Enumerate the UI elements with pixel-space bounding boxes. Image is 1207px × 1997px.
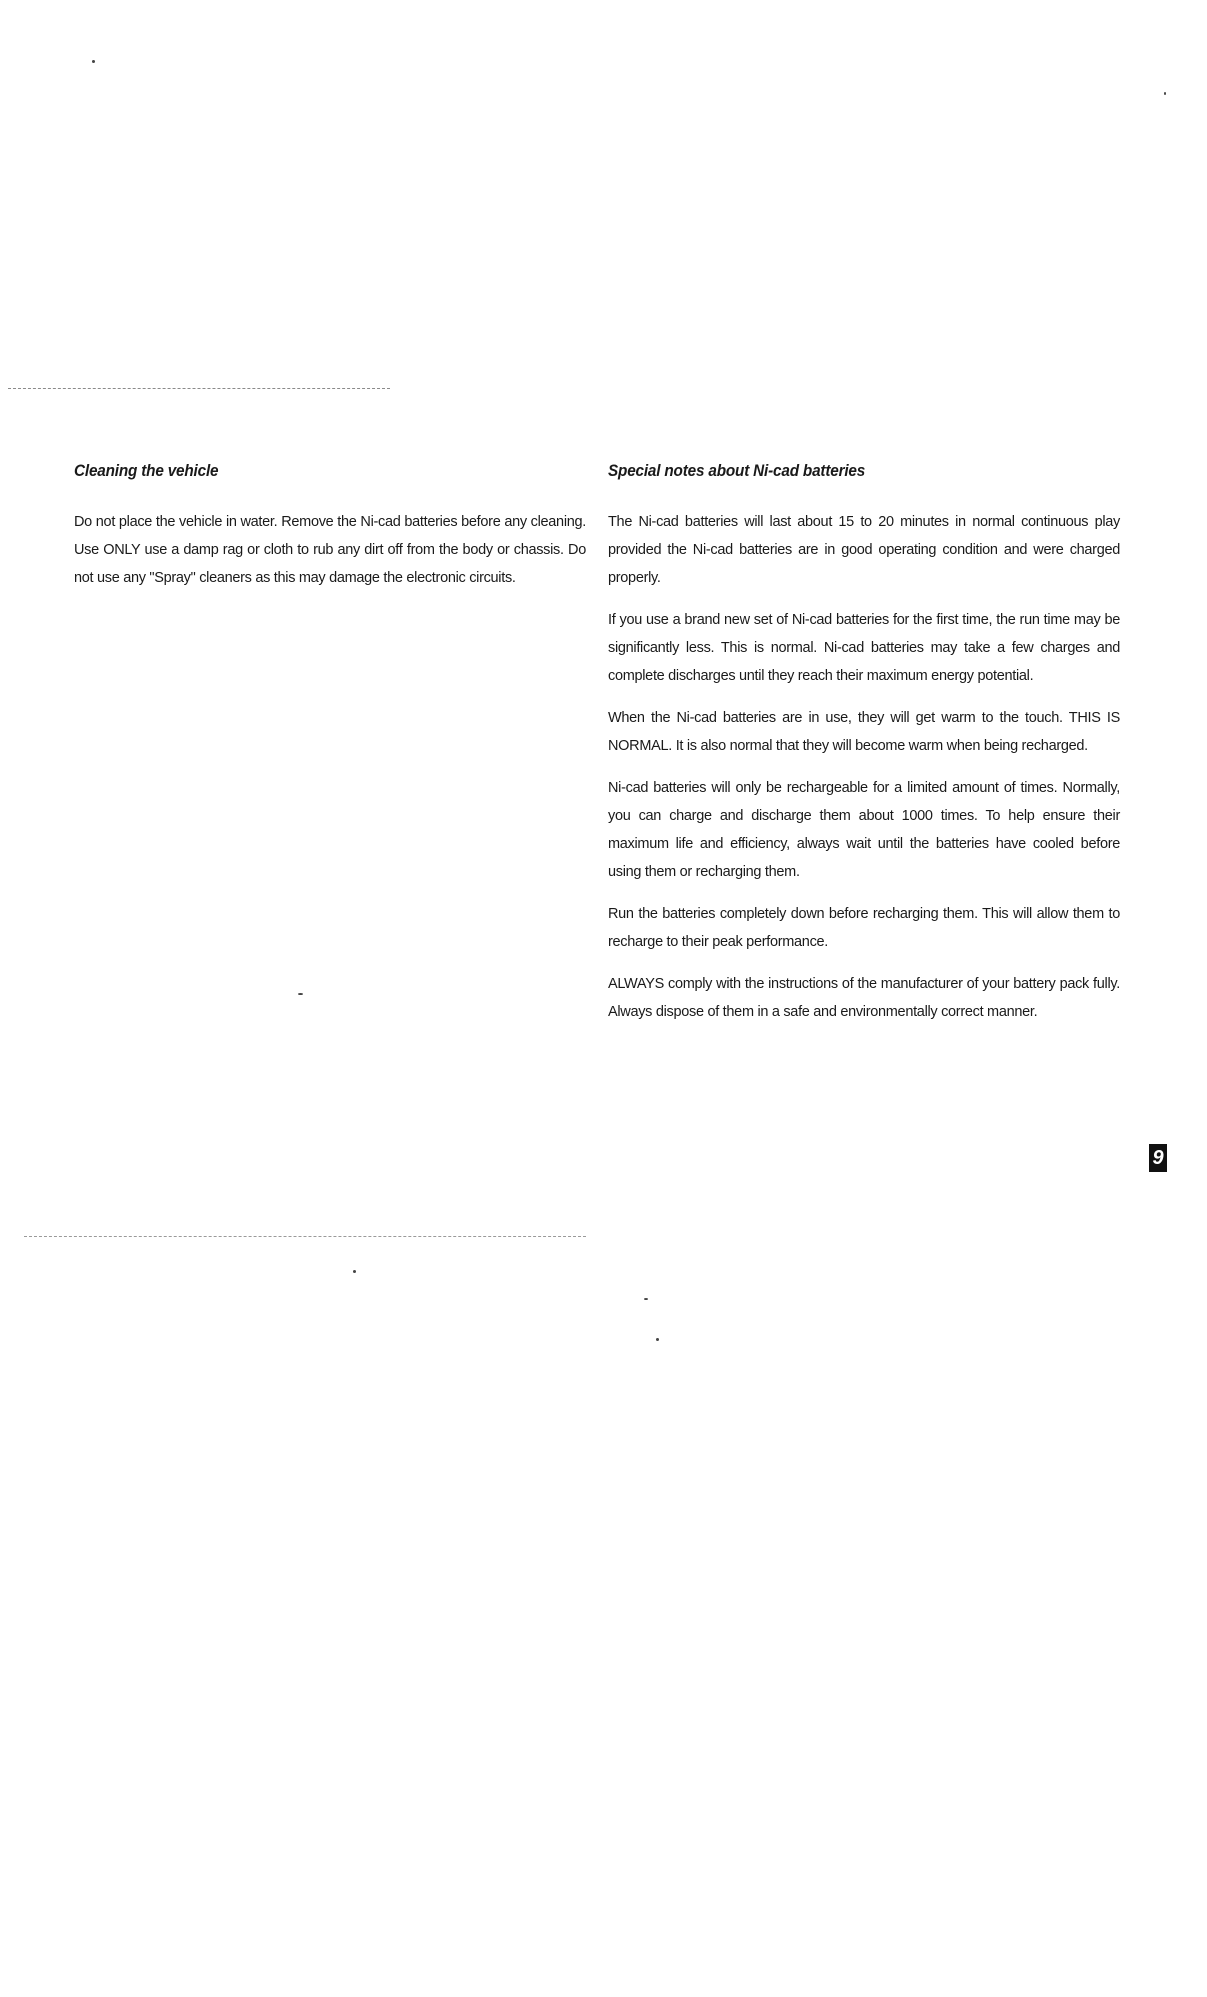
scan-speck (644, 1298, 648, 1300)
nicad-paragraph-run-down: Run the batteries completely down before recharging them. This will allow them to recharge to their peak performance. (608, 906, 1120, 950)
scan-speck (92, 60, 95, 63)
scan-speck (353, 1270, 356, 1273)
nicad-paragraph-run-time: The Ni-cad batteries will last about 15 to 20 minutes in normal continuous play provided the Ni-cad batteries are in good operating condition and were charged properly. (608, 514, 1120, 586)
nicad-paragraph-recharge-limit: Ni-cad batteries will only be rechargeable for a limited amount of times. Normally, you can charge and discharge them about 1000 times. To help ensure their maximum life and efficiency, always wait until the batteries have cooled before using them or recharging them. (608, 780, 1120, 880)
nicad-paragraph-disposal: ALWAYS comply with the instructions of the manufacturer of your battery pack fully. Always dispose of them in a safe and environmentally correct manner. (608, 976, 1120, 1020)
cleaning-heading: Cleaning the vehicle (74, 461, 219, 480)
nicad-notes-section (608, 460, 1120, 1040)
nicad-paragraph-warm: When the Ni-cad batteries are in use, they will get warm to the touch. THIS IS NORMAL. It is also normal that they will become warm when being recharged. (608, 710, 1120, 754)
bottom-divider (24, 1236, 586, 1237)
scan-speck (298, 993, 303, 995)
cleaning-section (74, 460, 586, 606)
scan-speck (656, 1338, 659, 1341)
nicad-notes-heading: Special notes about Ni-cad batteries (608, 461, 866, 480)
scan-speck (1164, 92, 1166, 95)
cleaning-paragraph: Do not place the vehicle in water. Remove the Ni-cad batteries before any cleaning. Use ONLY use a damp rag or cloth to rub any dirt off from the body or chassis. Do not use any "Spray" cleaners as this may damage the electronic circuits. (74, 514, 586, 586)
nicad-paragraph-new-set: If you use a brand new set of Ni-cad batteries for the first time, the run time may be significantly less. This is normal. Ni-cad batteries may take a few charges and complete discharges until they reach their maximum energy potential. (608, 612, 1120, 684)
page-number: 9 (1149, 1144, 1167, 1172)
top-divider (8, 388, 390, 389)
